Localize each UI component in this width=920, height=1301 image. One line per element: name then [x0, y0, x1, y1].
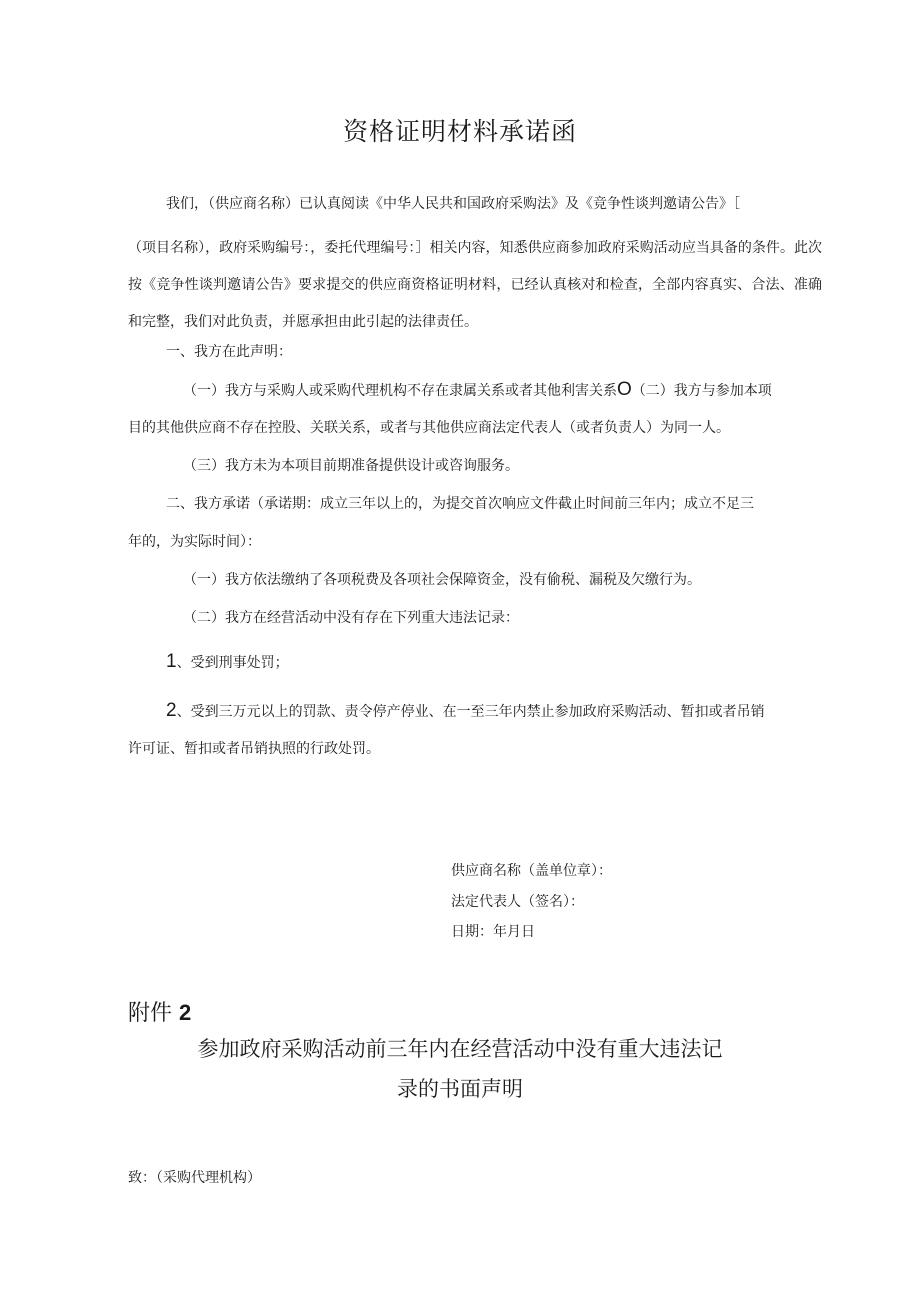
violation-record-2-continued: 许可证、暂扣或者吊销执照的行政处罚。	[128, 741, 380, 757]
record-2-number: 2	[166, 700, 177, 721]
annex-label	[128, 996, 191, 1027]
annex-title-line-2: 录的书面声明	[397, 1077, 523, 1101]
declaration-item-2-start: （二）我方与参加本项	[631, 383, 772, 399]
section1-heading: 一、我方在此声明：	[166, 344, 292, 360]
signature-date: 日期：年月日	[451, 924, 535, 940]
violation-record-2	[166, 700, 765, 722]
commitment-item-1: （一）我方依法缴纳了各项税费及各项社会保障资金，没有偷税、漏税及欠缴行为。	[183, 572, 701, 588]
declaration-item-3: （三）我方未为本项目前期准备提供设计或咨询服务。	[183, 458, 519, 474]
annex-number: 2	[179, 1000, 192, 1025]
section2-heading-line-2: 年的，为实际时间）：	[128, 534, 261, 550]
declaration-item-1-text: （一）我方与采购人或采购代理机构不存在隶属关系或者其他利害关系	[183, 383, 617, 399]
intro-line-1: 我们，（供应商名称）已认真阅读《中华人民共和国政府采购法》及《竞争性谈判邀请公告》［	[166, 196, 740, 212]
commitment-item-2: （二）我方在经营活动中没有存在下列重大违法记录：	[183, 610, 519, 626]
violation-record-1	[166, 651, 289, 673]
section2-heading-line-1: 二、我方承诺（承诺期：成立三年以上的，为提交首次响应文件截止时间前三年内；成立不足三	[166, 496, 754, 512]
annex-label-text: 附件	[128, 1001, 173, 1026]
record-1-text: 、受到刑事处罚；	[176, 655, 289, 671]
record-1-number: 1	[166, 651, 177, 672]
declaration-item-1	[183, 379, 772, 401]
annex-title-line-1: 参加政府采购活动前三年内在经营活动中没有重大违法记	[197, 1037, 723, 1061]
legal-representative-sign: 法定代表人（签名）：	[451, 894, 584, 910]
supplier-name-seal: 供应商名称（盖单位章）：	[451, 863, 612, 879]
record-2-text: 、受到三万元以上的罚款、责令停产停业、在一至三年内禁止参加政府采购活动、暂扣或者吊销	[176, 704, 765, 720]
declaration-separator: O	[617, 379, 632, 400]
declaration-item-2-continued: 目的其他供应商不存在控股、关联关系，或者与其他供应商法定代表人（或者负责人）为同一人。	[128, 420, 730, 436]
intro-body: （项目名称），政府采购编号：，委托代理编号：］相关内容，知悉供应商参加政府采购活动应当具备的条件。此次按《竞争性谈判邀请公告》要求提交的供应商资格证明材料，已经认真核对和检查，全部内容真实、合法、准确和完整，我们对此负责，并愿承担由此引起的法律责任。	[128, 240, 822, 330]
document-title: 资格证明材料承诺函	[342, 117, 577, 146]
addressee-line: 致：（采购代理机构）	[128, 1170, 261, 1186]
